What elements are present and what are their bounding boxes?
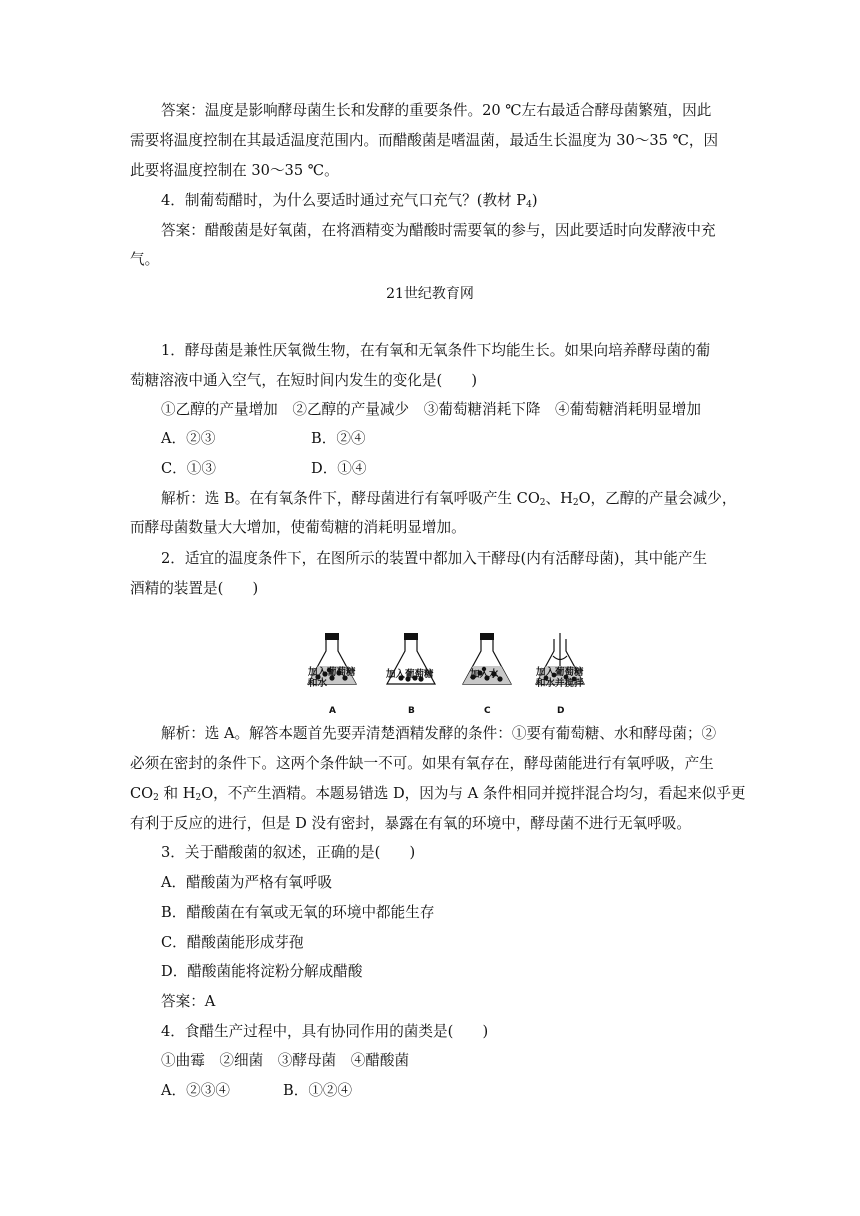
option-a: A．醋酸菌为严格有氧呼吸 [161,874,333,891]
option-b: B．②④ [311,430,366,447]
question-text-end: ) [531,192,538,209]
option-b: B．①②④ [283,1082,353,1099]
flask-a-label: 加入葡萄糖和水 [308,667,356,689]
answer-text: 需要将温度控制在其最适温度范围内。而醋酸菌是嗜温菌，最适生长温度为 30～35 ℃，因 [130,132,719,149]
question-2-text: 2．适宜的温度条件下，在图所示的装置中都加入干酵母(内有活酵母菌)，其中能产生 [161,550,708,567]
flask-letter-a: A [329,706,336,716]
question-text-main: 4．制葡萄醋时，为什么要适时通过充气口充气？(教材 P [161,192,527,209]
answer-text: 此要将温度控制在 30～35 ℃。 [130,162,339,179]
flask-d-label: 加入葡萄糖和水并搅拌 [536,667,584,689]
analysis-part: 、H [545,490,573,507]
question-1-items: ①乙醇的产量增加 ②乙醇的产量减少 ③葡萄糖消耗下降 ④葡萄糖消耗明显增加 [161,401,701,418]
answer-text: 答案：醋酸菌是好氧菌，在将酒精变为醋酸时需要氧的参与，因此要适时向发酵液中充 [161,222,716,239]
subscript: 4 [526,200,532,210]
flask-letter-c: C [484,706,491,716]
analysis-text: 而酵母菌数量大大增加，使葡萄糖的消耗明显增加。 [130,519,466,536]
analysis-text [161,485,761,517]
question-2-text: 酒精的装置是( ) [130,580,259,597]
question-1-text: 萄糖溶液中通入空气，在短时间内发生的变化是( ) [130,372,478,389]
watermark-text: 21世纪教育网 [386,286,474,302]
analysis-text [130,780,746,812]
flask-letter-d: D [557,706,565,716]
question-4-items: ①曲霉 ②细菌 ③酵母菌 ④醋酸菌 [161,1052,410,1069]
question-text [161,187,761,219]
subscript: 2 [572,498,579,508]
question-4-text: 4．食醋生产过程中，具有协同作用的菌类是( ) [161,1023,489,1040]
option-a: A．②③④ [161,1082,230,1099]
option-d: D．醋酸菌能将淀粉分解成醋酸 [161,963,363,980]
analysis-part: CO [130,785,154,802]
flask-b-label: 加入葡萄糖 [386,669,434,680]
answer-text: 答案：温度是影响酵母菌生长和发酵的重要条件。20 ℃左右最适合酵母菌繁殖，因此 [161,102,712,119]
option-b: B．醋酸菌在有氧或无氧的环境中都能生存 [161,904,435,921]
option-a: A．②③ [161,430,216,447]
analysis-text: 有利于反应的进行，但是 D 没有密封，暴露在有氧的环境中，酵母菌不进行无氧呼吸。 [130,815,691,832]
option-d: D．①④ [311,460,367,477]
option-c: C．①③ [161,460,216,477]
answer-text: 气。 [130,251,160,268]
analysis-part: O，不产生酒精。本题易错选 D，因为与 A 条件相同并搅拌混合均匀，看起来似乎更 [201,785,746,802]
analysis-part: 和 H [158,785,196,802]
question-1-text: 1．酵母菌是兼性厌氧微生物，在有氧和无氧条件下均能生长。如果向培养酵母菌的葡 [161,342,711,359]
flask-letter-b: B [408,706,415,716]
analysis-text: 解析：选 A。解答本题首先要弄清楚酒精发酵的条件：①要有葡萄糖、水和酵母菌；② [161,725,717,742]
analysis-part: O，乙醇的产量会减少， [578,490,737,507]
subscript: 2 [539,498,546,508]
option-c: C．醋酸菌能形成芽孢 [161,934,304,951]
subscript: 2 [153,793,159,803]
subscript: 2 [195,793,202,803]
analysis-part: 解析：选 B。在有氧条件下，酵母菌进行有氧呼吸产生 CO [161,490,540,507]
flask-c-label: 加入水 [470,669,499,680]
fermentation-flask-figure [300,633,590,718]
answer-text: 答案：A [161,993,216,1010]
analysis-text: 必须在密封的条件下。这两个条件缺一不可。如果有氧存在，酵母菌能进行有氧呼吸，产生 [130,755,714,772]
question-3-text: 3．关于醋酸菌的叙述，正确的是( ) [161,844,416,861]
